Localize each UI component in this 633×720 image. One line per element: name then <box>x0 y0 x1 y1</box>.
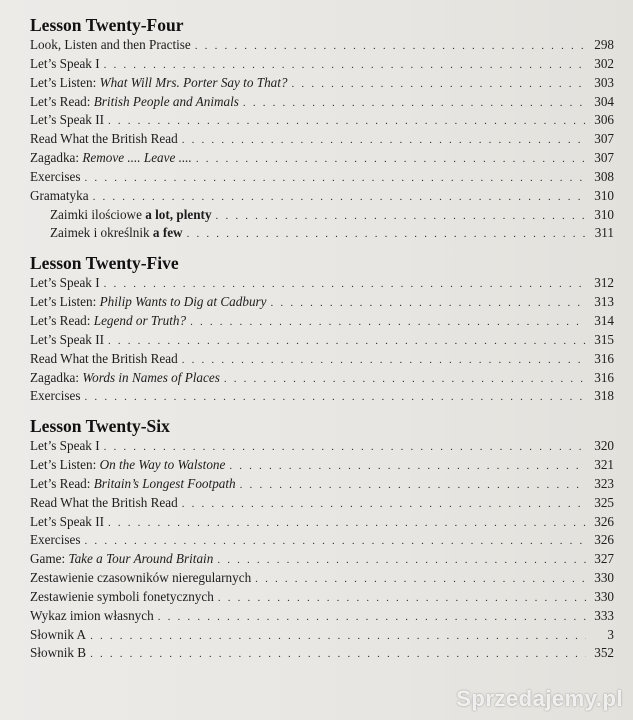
page-number: 320 <box>594 438 614 454</box>
page-number: 315 <box>594 331 614 347</box>
page-number: 307 <box>594 150 614 166</box>
dot-leader <box>85 388 586 407</box>
entry-italic-title: What Will Mrs. Porter Say to That? <box>99 74 288 90</box>
entry-text: Let’s Listen: <box>30 74 100 90</box>
entry-label <box>30 274 100 293</box>
toc-entry <box>30 93 614 112</box>
toc-entry <box>30 550 614 569</box>
dot-leader <box>182 131 586 150</box>
toc-entry <box>30 369 614 388</box>
entry-label <box>30 494 178 513</box>
entry-label <box>30 36 191 55</box>
dot-leader <box>190 313 586 332</box>
page-number: 330 <box>594 588 614 604</box>
toc-entry <box>30 531 614 550</box>
toc-entry <box>30 149 614 168</box>
entry-label <box>30 168 81 187</box>
toc-entry <box>30 274 614 293</box>
entry-italic-title: Remove .... Leave .... <box>82 150 192 166</box>
entry-label <box>30 626 86 645</box>
toc-entry <box>30 607 614 626</box>
entry-label <box>30 312 186 331</box>
watermark: Sprzedajemy.pl <box>456 686 623 711</box>
toc-entry <box>30 293 614 312</box>
entry-label <box>30 387 81 406</box>
entry-italic-title: Philip Wants to Dig at Cadbury <box>99 294 267 310</box>
entry-italic-title: On the Way to Walstone <box>99 457 226 473</box>
page-number: 308 <box>594 168 614 184</box>
entry-text: Read What the British Read <box>30 494 178 510</box>
page-number: 333 <box>594 607 614 623</box>
entry-label <box>30 93 239 112</box>
page-number: 303 <box>594 74 614 90</box>
entry-label <box>30 475 236 494</box>
page-number: 325 <box>594 494 614 510</box>
page-number: 312 <box>594 275 614 291</box>
entry-text: Let’s Read: <box>30 475 94 491</box>
entry-label <box>30 293 267 312</box>
entry-label <box>30 607 154 626</box>
entry-label <box>50 224 183 243</box>
dot-leader <box>255 570 586 589</box>
dot-leader <box>108 112 586 131</box>
dot-leader <box>292 75 586 94</box>
entry-text: Let’s Speak I <box>30 275 100 291</box>
entry-italic-title: Legend or Truth? <box>93 312 187 328</box>
toc-entry <box>30 387 614 406</box>
dot-leader <box>229 457 586 476</box>
entry-text: Read What the British Read <box>30 131 178 147</box>
entry-text: Zestawienie symboli fonetycznych <box>30 588 214 604</box>
dot-leader <box>108 514 586 533</box>
entry-label <box>30 456 225 475</box>
entry-label <box>30 437 100 456</box>
entry-text: Let’s Speak II <box>30 331 104 347</box>
toc-entry <box>30 456 614 475</box>
page-number: 306 <box>594 112 614 128</box>
entry-label <box>30 149 192 168</box>
entry-text: Let’s Speak I <box>30 55 100 71</box>
entry-label <box>30 644 86 663</box>
page-number: 307 <box>594 131 614 147</box>
dot-leader <box>85 532 586 551</box>
toc-entry <box>30 111 614 130</box>
entry-text: Let’s Listen: <box>30 294 100 310</box>
page-number: 326 <box>594 532 614 548</box>
entry-italic-title: Words in Names of Places <box>82 369 220 385</box>
entry-label <box>30 111 104 130</box>
entry-text: Gramatyka <box>30 187 89 203</box>
dot-leader <box>240 476 586 495</box>
entry-label <box>30 513 104 532</box>
page-number: 304 <box>594 93 614 109</box>
toc-entry <box>30 644 614 663</box>
toc-entry <box>30 312 614 331</box>
entry-text: Look, Listen and then Practise <box>30 37 191 52</box>
page-number: 3 <box>607 626 614 642</box>
dot-leader <box>218 589 586 608</box>
toc-entry <box>30 36 614 55</box>
entry-text: Game: <box>30 551 69 567</box>
entry-text: Let’s Read: <box>30 93 94 109</box>
page-number: 298 <box>594 37 614 52</box>
section-heading: Lesson Twenty-Five <box>30 253 179 274</box>
entry-label <box>30 588 214 607</box>
page-number: 323 <box>594 475 614 491</box>
dot-leader <box>90 627 586 646</box>
toc-entry <box>30 626 614 645</box>
page-number: 302 <box>594 55 614 71</box>
entry-text: Wykaz imion własnych <box>30 607 154 623</box>
page-number: 316 <box>594 369 614 385</box>
entry-text: Exercises <box>30 532 81 548</box>
entry-label <box>30 74 288 93</box>
dot-leader <box>217 551 586 570</box>
dot-leader <box>93 188 586 207</box>
entry-label <box>50 206 212 225</box>
dot-leader <box>90 645 586 664</box>
toc-entry <box>30 350 614 369</box>
toc-section <box>30 415 614 663</box>
dot-leader <box>216 207 586 226</box>
entry-italic-title: Take a Tour Around Britain <box>68 551 214 567</box>
page-number: 313 <box>594 294 614 310</box>
page-number: 310 <box>594 187 614 203</box>
dot-leader <box>243 94 586 113</box>
entry-text: Read What the British Read <box>30 350 178 366</box>
page-number: 314 <box>594 312 614 328</box>
toc-section <box>30 14 614 243</box>
toc-entry <box>30 206 614 225</box>
page-number: 318 <box>594 388 614 404</box>
entry-text: Let’s Read: <box>30 312 94 328</box>
entry-label <box>30 331 104 350</box>
page-number: 321 <box>594 457 614 473</box>
entry-text: Zestawienie czasowników nieregularnych <box>30 570 252 586</box>
entry-label <box>30 130 178 149</box>
entry-text: Zagadka: <box>30 369 83 385</box>
page-number: 326 <box>594 513 614 529</box>
entry-bold-term: a lot, plenty <box>145 206 212 222</box>
toc-entry <box>30 475 614 494</box>
entry-label <box>30 55 100 74</box>
dot-leader <box>195 37 586 56</box>
entry-text: Let’s Speak II <box>30 513 104 529</box>
dot-leader <box>104 275 586 294</box>
entry-text: Zaimek i określnik <box>50 225 153 241</box>
entry-label <box>30 550 213 569</box>
page-number: 311 <box>594 225 614 241</box>
dot-leader <box>187 225 586 244</box>
dot-leader <box>158 608 586 627</box>
entry-italic-title: Britain’s Longest Footpath <box>93 475 236 491</box>
toc-entry <box>30 74 614 93</box>
entry-text: Let’s Listen: <box>30 457 100 473</box>
entry-text: Słownik A <box>30 626 87 642</box>
entry-label <box>30 369 220 388</box>
dot-leader <box>108 332 586 351</box>
toc-entry <box>30 437 614 456</box>
toc-entry <box>30 513 614 532</box>
entry-italic-title: British People and Animals <box>93 93 239 109</box>
toc-entry <box>30 168 614 187</box>
entry-text: Exercises <box>30 388 81 404</box>
entry-text: Zaimki ilościowe <box>50 206 146 222</box>
entry-text: Exercises <box>30 168 81 184</box>
toc-entry <box>30 588 614 607</box>
dot-leader <box>104 56 586 75</box>
page-number: 310 <box>594 206 614 222</box>
entry-text: Let’s Speak I <box>30 438 100 454</box>
toc-section <box>30 252 614 406</box>
entry-bold-term: a few <box>152 225 183 241</box>
entry-text: Zagadka: <box>30 150 83 166</box>
toc-entry <box>30 187 614 206</box>
entry-label <box>30 531 81 550</box>
toc-entry <box>30 224 614 243</box>
entry-label <box>30 350 178 369</box>
dot-leader <box>85 169 586 188</box>
toc-entry <box>30 569 614 588</box>
dot-leader <box>182 351 586 370</box>
dot-leader <box>182 495 586 514</box>
toc-entry <box>30 331 614 350</box>
section-heading: Lesson Twenty-Four <box>30 15 184 35</box>
dot-leader <box>271 294 586 313</box>
dot-leader <box>224 370 586 389</box>
entry-label <box>30 187 89 206</box>
page-number: 327 <box>594 551 614 567</box>
entry-label <box>30 569 251 588</box>
page-number: 352 <box>594 645 614 661</box>
entry-text: Słownik B <box>30 645 87 661</box>
table-of-contents <box>30 14 614 672</box>
dot-leader <box>196 150 586 169</box>
section-heading: Lesson Twenty-Six <box>30 416 170 437</box>
toc-entry <box>30 494 614 513</box>
entry-text: Let’s Speak II <box>30 112 104 128</box>
dot-leader <box>104 438 586 457</box>
toc-entry <box>30 55 614 74</box>
page-number: 330 <box>594 570 614 586</box>
page-number: 316 <box>594 350 614 366</box>
toc-entry <box>30 130 614 149</box>
